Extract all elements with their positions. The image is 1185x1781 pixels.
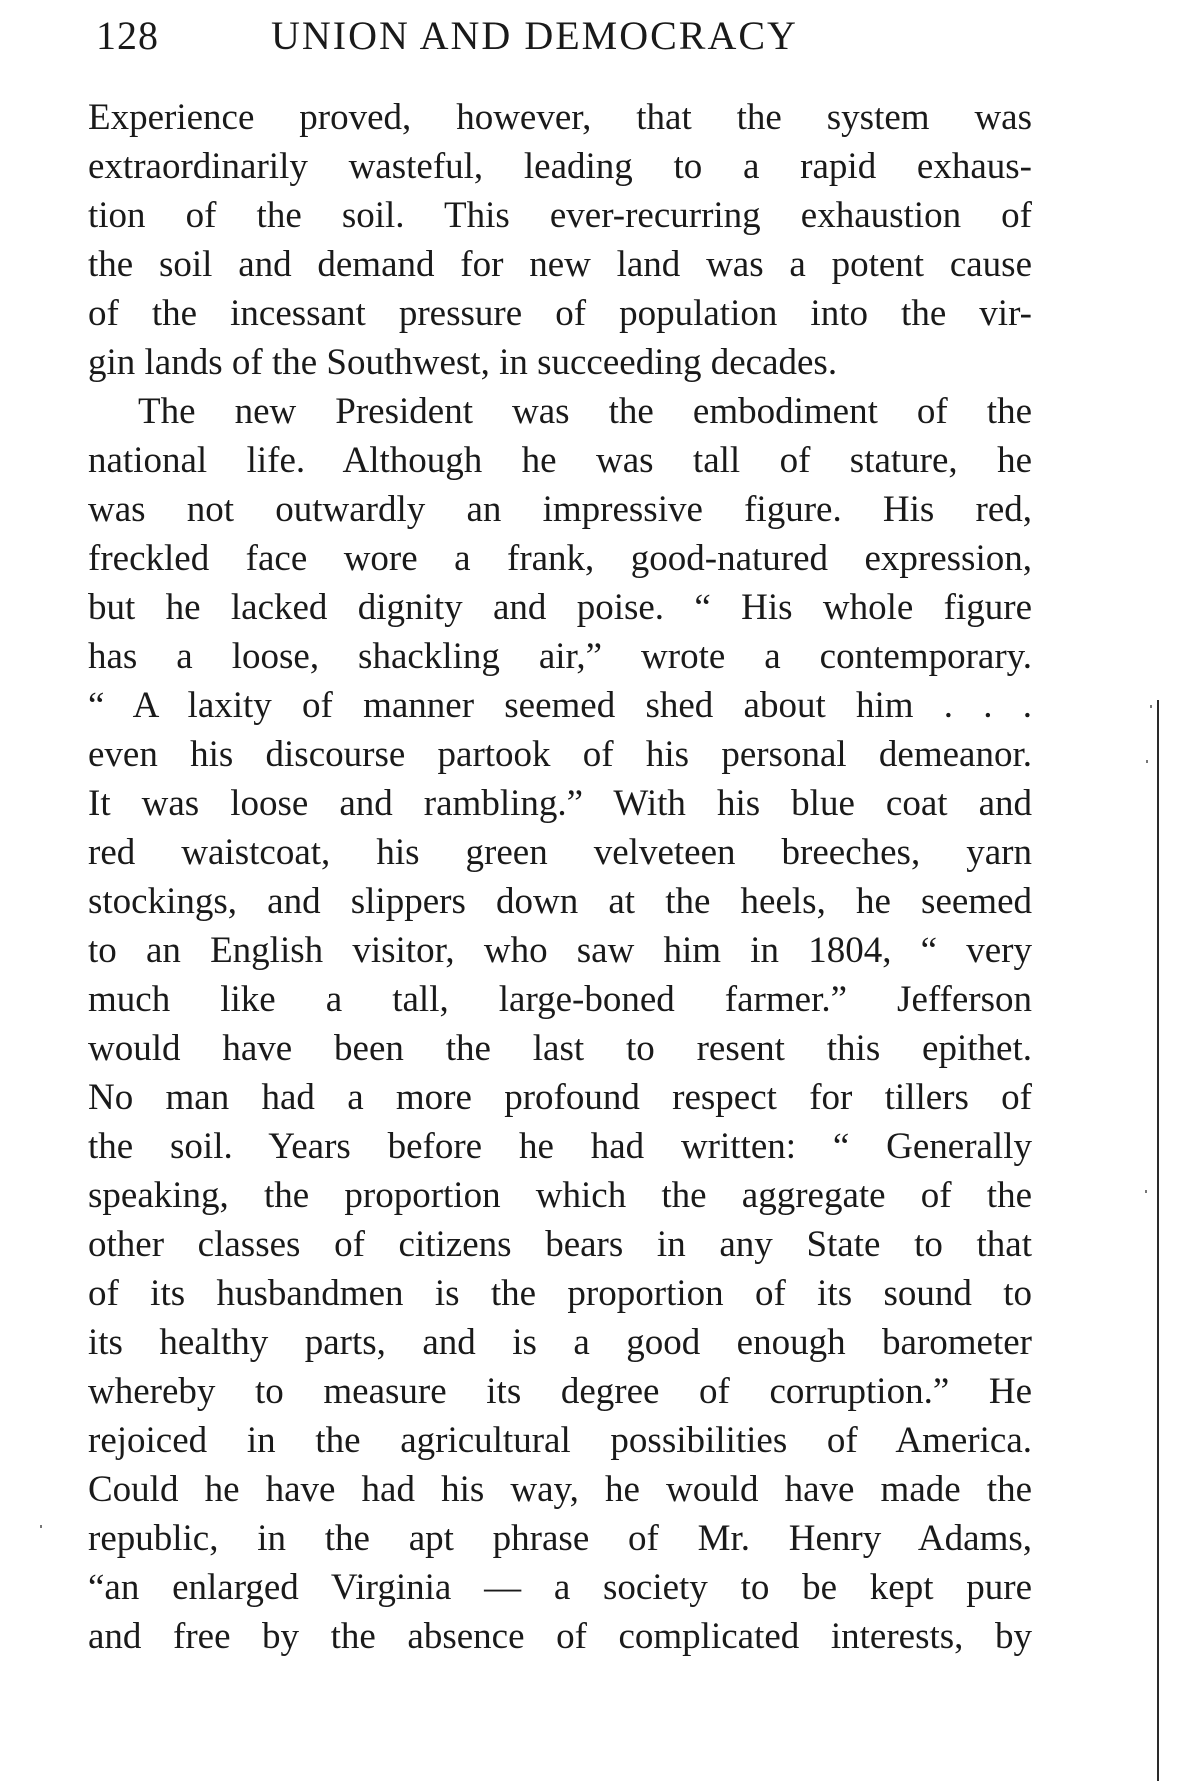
text-line: The new President was the embodiment of the [138, 391, 1032, 432]
text-line: “ A laxity of manner seemed shed about him . . . [88, 685, 1032, 726]
text-line: would have been the last to resent this epithet. [88, 1028, 1032, 1069]
text-line: to an English visitor, who saw him in 1804, “ very [88, 930, 1032, 971]
running-head: UNION AND DEMOCRACY [271, 13, 798, 58]
text-line: the soil. Years before he had written: “ Generally [88, 1126, 1032, 1167]
text-line: and free by the absence of complicated interests, by [88, 1616, 1032, 1657]
text-line: No man had a more profound respect for tillers of [88, 1077, 1032, 1118]
text-line: extraordinarily wasteful, leading to a rapid exhaus- [88, 146, 1032, 187]
text-line: rejoiced in the agricultural possibilities of America. [88, 1420, 1032, 1461]
text-line: It was loose and rambling.” With his blue coat and [88, 783, 1032, 824]
text-line: much like a tall, large-boned farmer.” Jefferson [88, 979, 1032, 1020]
page-header [96, 12, 856, 68]
text-line: freckled face wore a frank, good-natured expression, [88, 538, 1032, 579]
text-line: of the incessant pressure of population into the vir- [88, 293, 1032, 334]
text-line: whereby to measure its degree of corruption.” He [88, 1371, 1032, 1412]
text-line: republic, in the apt phrase of Mr. Henry Adams, [88, 1518, 1032, 1559]
text-line: but he lacked dignity and poise. “ His whole figure [88, 587, 1032, 628]
scan-speck [1145, 1190, 1147, 1193]
text-line: “an enlarged Virginia — a society to be kept pure [88, 1567, 1032, 1608]
scan-speck [1150, 705, 1152, 708]
text-line: other classes of citizens bears in any State to that [88, 1224, 1032, 1265]
text-line: stockings, and slippers down at the heels, he seemed [88, 881, 1032, 922]
text-line: its healthy parts, and is a good enough barometer [88, 1322, 1032, 1363]
paragraph-2 [88, 387, 1032, 1661]
text-line: Experience proved, however, that the system was [88, 97, 1032, 138]
text-line: the soil and demand for new land was a potent cause [88, 244, 1032, 285]
page-number: 128 [96, 13, 159, 58]
text-line: Could he have had his way, he would have made the [88, 1469, 1032, 1510]
text-line: tion of the soil. This ever-recurring exhaustion of [88, 195, 1032, 236]
text-line: of its husbandmen is the proportion of its sound to [88, 1273, 1032, 1314]
text-line: national life. Although he was tall of stature, he [88, 440, 1032, 481]
scan-edge-line [1157, 700, 1159, 1781]
text-line: red waistcoat, his green velveteen breeches, yarn [88, 832, 1032, 873]
text-line: has a loose, shackling air,” wrote a contemporary. [88, 636, 1032, 677]
paragraph-1 [88, 93, 1032, 387]
text-line: was not outwardly an impressive figure. His red, [88, 489, 1032, 530]
scan-speck [40, 1525, 42, 1528]
body-text [88, 93, 1032, 1661]
scan-speck [1146, 760, 1148, 763]
text-line: even his discourse partook of his personal demeanor. [88, 734, 1032, 775]
text-line: gin lands of the Southwest, in succeeding decades. [88, 342, 838, 383]
text-line: speaking, the proportion which the aggregate of the [88, 1175, 1032, 1216]
